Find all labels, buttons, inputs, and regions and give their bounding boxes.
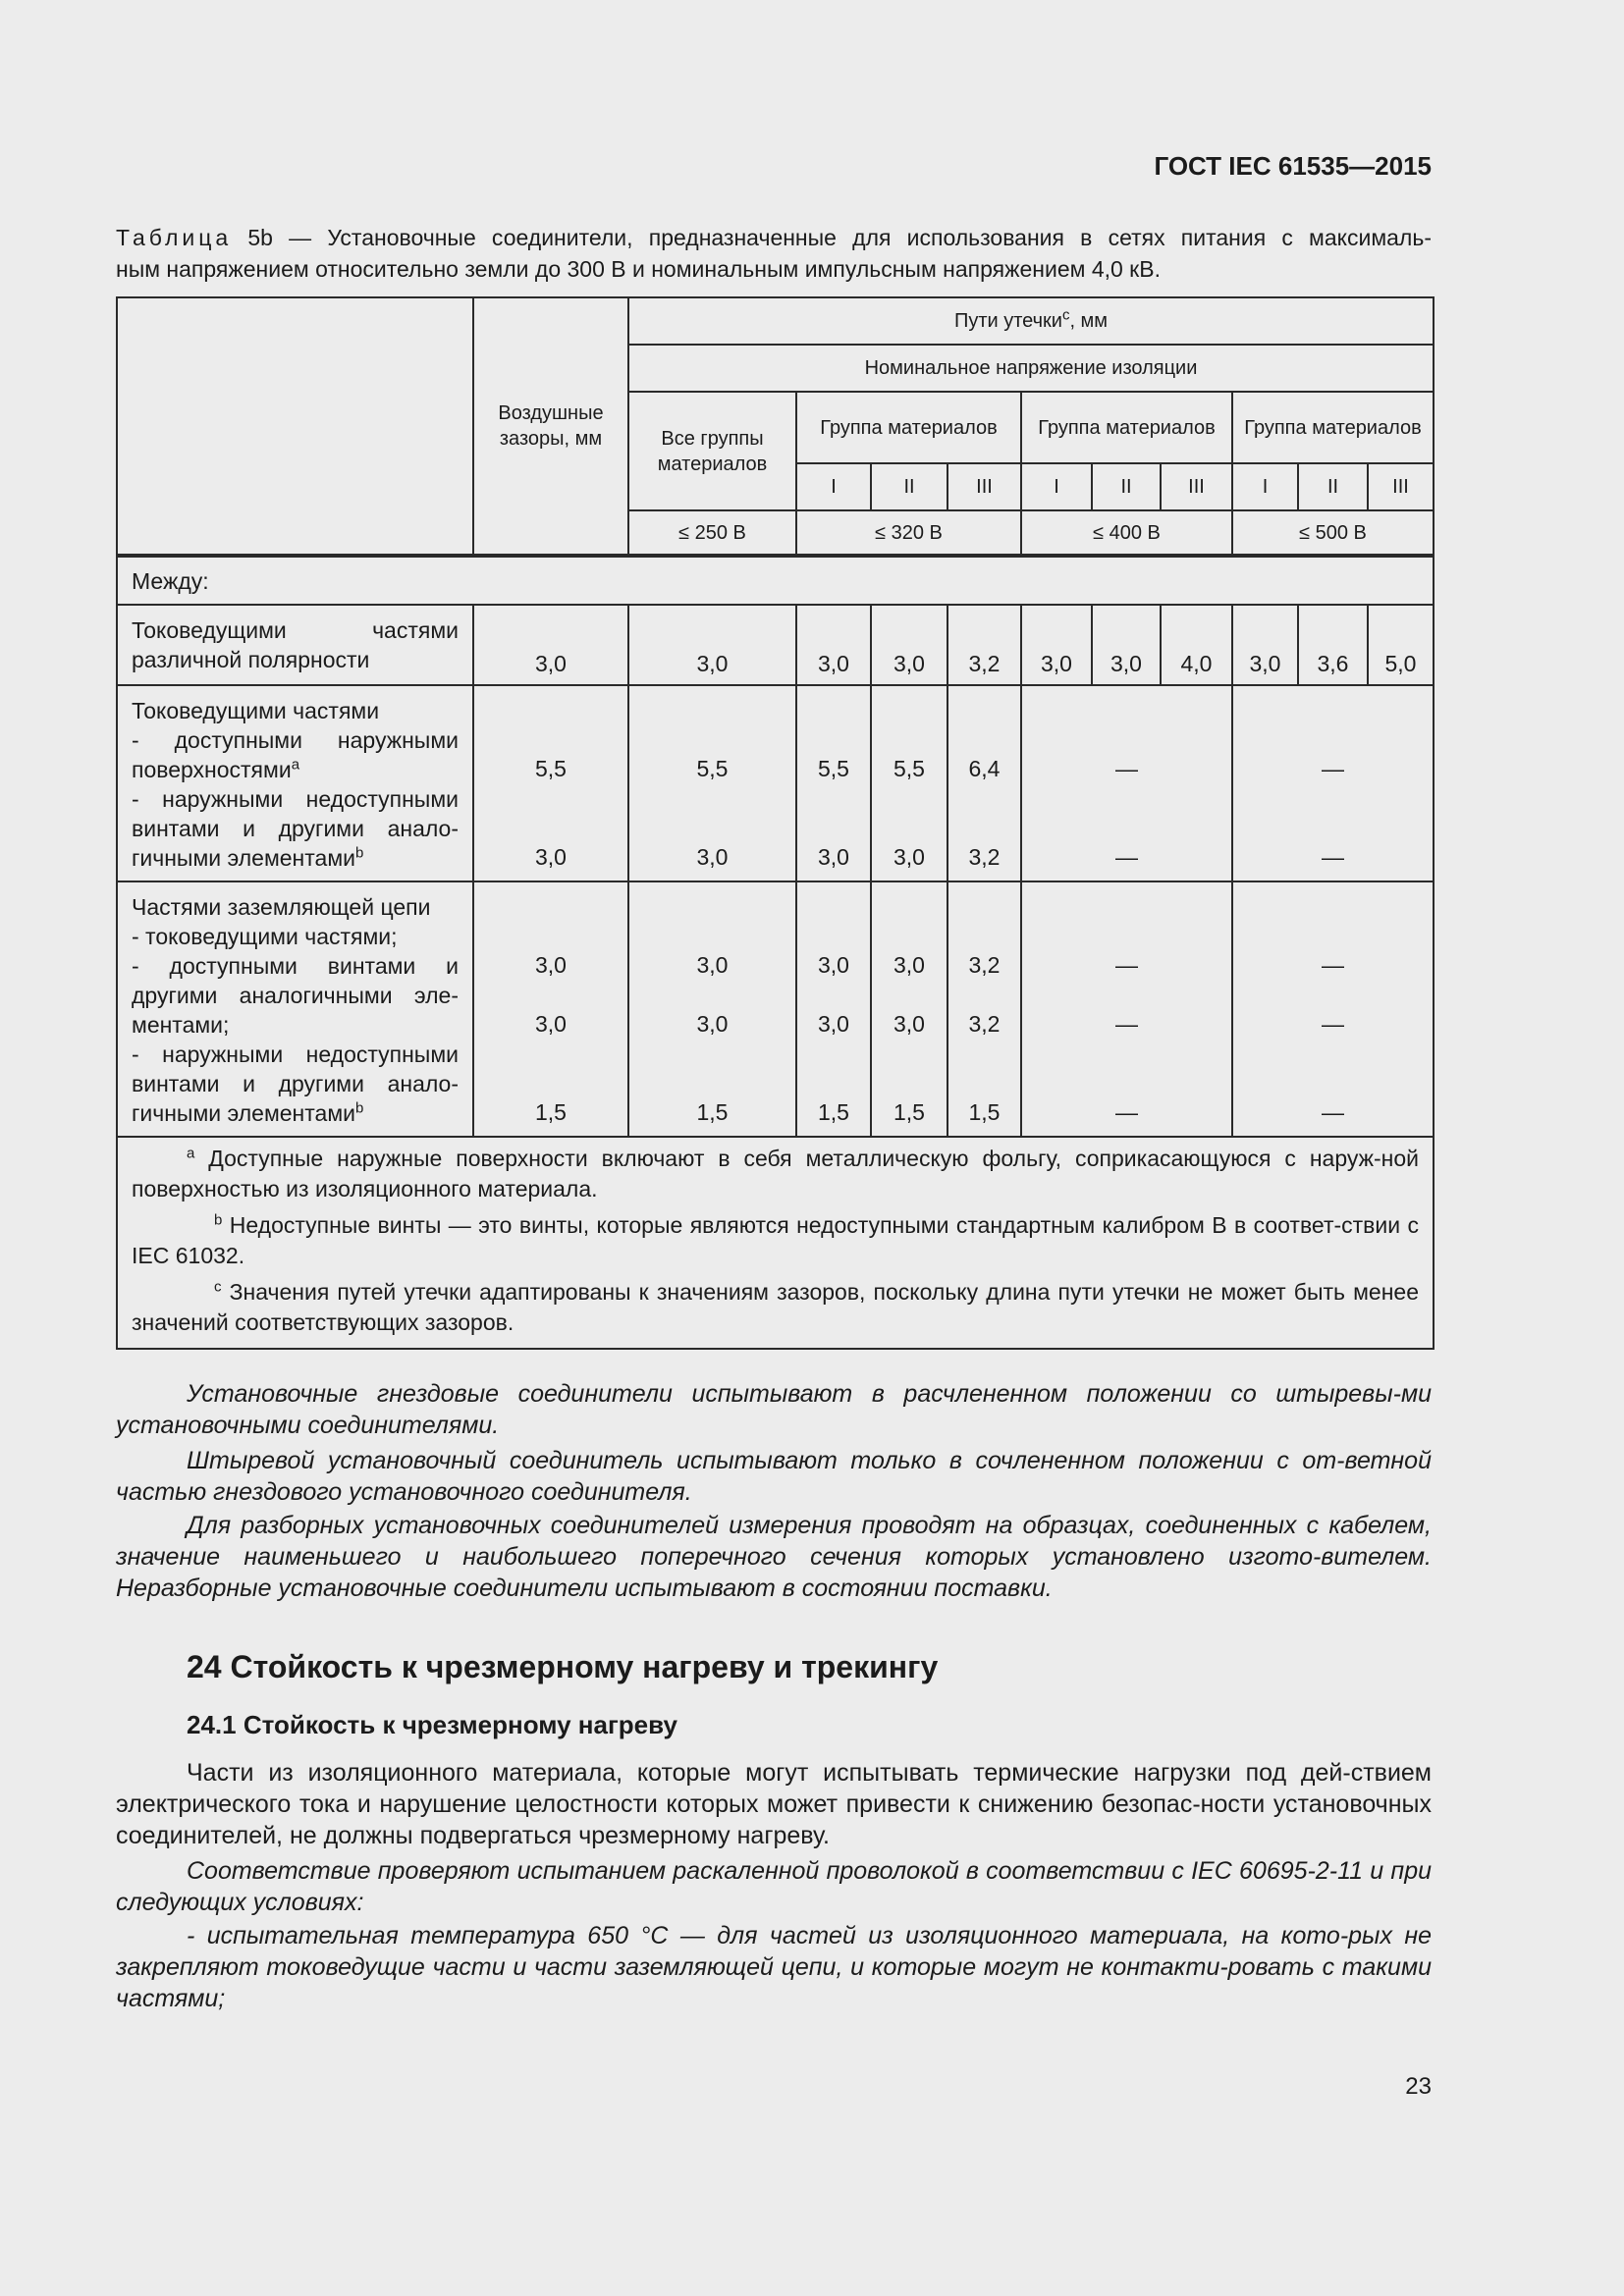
document-header: ГОСТ IEC 61535—2015	[1154, 151, 1432, 181]
caption-line-1: 5b — Установочные соединители, предназначенные для использования в сетях питания с максималь-	[232, 225, 1432, 250]
header-air-clearance: Воздушные зазоры, мм	[473, 297, 628, 556]
page-number: 23	[1405, 2073, 1432, 2100]
table-cell: 5,5 3,0	[796, 685, 871, 881]
header-group-500: Группа материалов	[1232, 392, 1434, 463]
group-roman: III	[1368, 463, 1434, 510]
table-cell: — — —	[1232, 881, 1434, 1137]
table-cell: — — —	[1021, 881, 1232, 1137]
table-cell: 3,0	[473, 605, 628, 685]
table-cell: — —	[1232, 685, 1434, 881]
caption-lead: Таблица	[116, 225, 233, 250]
table-cell: 3,6	[1298, 605, 1368, 685]
paragraph: Части из изоляционного материала, которые могут испытывать термические нагрузки под дей-ствием электрического тока и нарушение целостности которых может привести к снижению безопас-ности установочных соединителей, не должны подвергаться чрезмерному нагреву.	[116, 1759, 1432, 1849]
table-cell: 3,2 3,2 1,5	[947, 881, 1021, 1137]
group-roman: II	[1092, 463, 1161, 510]
paragraph: Установочные гнездовые соединители испытывают в расчлененном положении со штыревы-ми установочными соединителями.	[116, 1380, 1432, 1439]
table-cell: 5,5 3,0	[473, 685, 628, 881]
group-roman: I	[796, 463, 871, 510]
group-roman: III	[947, 463, 1021, 510]
group-roman: I	[1232, 463, 1298, 510]
table-cell: 5,5 3,0	[871, 685, 947, 881]
voltage-320: ≤ 320 В	[796, 510, 1021, 556]
table-footnotes	[117, 1137, 1434, 1349]
table-cell: 6,4 3,2	[947, 685, 1021, 881]
header-group-320: Группа материалов	[796, 392, 1021, 463]
between-label: Между:	[117, 556, 1434, 605]
paragraph: Для разборных установочных соединителей измерения проводят на образцах, соединенных с кабелем, значение наименьшего и наибольшего поперечного сечения которых установлено изгото-вителем. Неразборные установочные соединители испытывают в состоянии поставки.	[116, 1512, 1432, 1602]
header-creepage: Пути утечки$^c$, мм	[628, 297, 1434, 345]
table-cell: 3,0	[796, 605, 871, 685]
row-label: Частями заземляющей цепи - токоведущими частями; - доступными винтами и другими аналогичными эле- ментами; - наружными недоступными винтами и другими анало- гичными элементами$^b$	[117, 881, 473, 1137]
subsection-heading: 24.1 Стойкость к чрезмерному нагреву	[187, 1710, 677, 1739]
paragraph: Соответствие проверяют испытанием раскаленной проволокой в соответствии с IEC 60695-2-11 и при следующих условиях:	[116, 1857, 1432, 1916]
table-cell: 3,0	[1021, 605, 1092, 685]
table-cell: 3,0	[871, 605, 947, 685]
table-cell: 3,0	[1092, 605, 1161, 685]
footnote-c: $^c$ Значения путей утечки адаптированы к значениям зазоров, поскольку длина пути утечки не может быть менее значений соответствующих зазоров.	[132, 1278, 1419, 1335]
table-cell: 3,0	[1232, 605, 1298, 685]
table-cell: 3,0 3,0 1,5	[473, 881, 628, 1137]
paragraph: Штыревой установочный соединитель испытывают только в сочлененном положении с от-ветной частью гнездового установочного соединителя.	[116, 1447, 1432, 1506]
row-label: Токоведущими частями - доступными наружными поверхностями$^a$ - наружными недоступными винтами и другими анало- гичными элементами$^b$	[117, 685, 473, 881]
group-roman: II	[1298, 463, 1368, 510]
header-nominal-voltage: Номинальное напряжение изоляции	[628, 345, 1434, 392]
table-cell: 5,0	[1368, 605, 1434, 685]
section-heading: 24 Стойкость к чрезмерному нагреву и трекингу	[187, 1649, 939, 1684]
table-cell: 3,2	[947, 605, 1021, 685]
row-label: Токоведущими частями различной полярности	[117, 605, 473, 685]
header-empty-cell	[117, 297, 473, 556]
voltage-500: ≤ 500 В	[1232, 510, 1434, 556]
clearance-table	[116, 296, 1435, 1350]
caption-line-2: ным напряжением относительно земли до 300 В и номинальным импульсным напряжением 4,0 кВ.	[116, 256, 1161, 282]
table-cell: 4,0	[1161, 605, 1232, 685]
group-roman: II	[871, 463, 947, 510]
paragraph: - испытательная температура 650 °С — для частей из изоляционного материала, на кото-рых не закрепляют токоведущие части и части заземляющей цепи, и которые могут не контакти-ровать с такими частями;	[116, 1922, 1432, 2012]
voltage-400: ≤ 400 В	[1021, 510, 1232, 556]
table-cell: — —	[1021, 685, 1232, 881]
header-group-400: Группа материалов	[1021, 392, 1232, 463]
group-roman: III	[1161, 463, 1232, 510]
table-cell: 3,0	[628, 605, 796, 685]
header-all-groups: Все группы материалов	[628, 392, 796, 510]
table-caption	[116, 222, 1432, 285]
table-cell: 5,5 3,0	[628, 685, 796, 881]
table-cell: 3,0 3,0 1,5	[871, 881, 947, 1137]
footnote-b: $^b$ Недоступные винты — это винты, которые являются недоступными стандартным калибром В в соответ-ствии с IEC 61032.	[132, 1211, 1419, 1268]
footnote-a: $^a$ Доступные наружные поверхности включают в себя металлическую фольгу, соприкасающуюся с наруж-ной поверхностью из изоляционного материала.	[132, 1145, 1419, 1201]
table-cell: 3,0 3,0 1,5	[796, 881, 871, 1137]
table-cell: 3,0 3,0 1,5	[628, 881, 796, 1137]
voltage-250: ≤ 250 В	[628, 510, 796, 556]
group-roman: I	[1021, 463, 1092, 510]
